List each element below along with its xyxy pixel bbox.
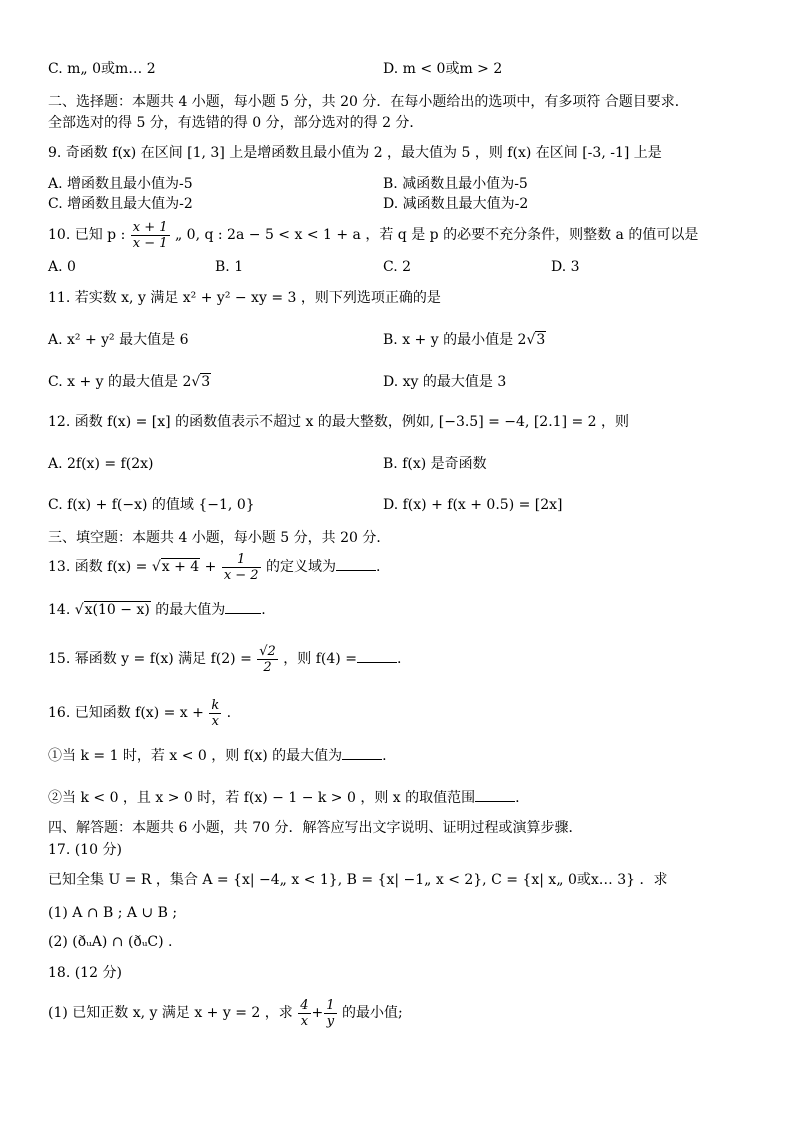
q17-part-2: (2) (ðᵤA) ∩ (ðᵤC) . <box>48 934 173 950</box>
q10-denominator: x − 1 <box>132 235 168 251</box>
q15-denominator: 2 <box>263 659 272 675</box>
q16-fraction <box>209 698 221 729</box>
q11-option-b: B. x + y 的最小值是 2√3 <box>383 332 546 348</box>
q17-part-1: (1) A ∩ B ; A ∪ B ; <box>48 905 178 921</box>
q14-suffix: 的最大值为 <box>155 602 226 618</box>
q12-option-d: D. f(x) + f(x + 0.5) = [2x] <box>383 497 563 513</box>
q11-option-d: D. xy 的最大值是 3 <box>383 374 507 390</box>
question-15: 15. 幂函数 y = f(x) 满足 f(2) = $\frac{√2}{2}$ ，则 f(4) = . <box>48 643 402 675</box>
q15-prefix: 15. 幂函数 y = f(x) 满足 f(2) = <box>48 651 252 667</box>
q10-option-c: C. 2 <box>383 259 412 275</box>
q15-answer-blank <box>357 648 397 663</box>
q10-option-b: B. 1 <box>215 259 244 275</box>
q18-denominator-1: x <box>300 1013 309 1029</box>
q10-numerator: x + 1 <box>132 219 168 235</box>
q16-part-1-blank <box>342 745 382 760</box>
question-16 <box>48 693 231 733</box>
q10-option-a: A. 0 <box>48 259 76 275</box>
question-18-score: 18. (12 分) <box>48 965 122 981</box>
q16-part-2: ②当 k < 0 ，且 x > 0 时，若 f(x) − 1 − k > 0 ，则 x 的取值范围 . <box>48 787 520 808</box>
q18-fraction-2 <box>324 998 336 1029</box>
q12-option-b: B. f(x) 是奇函数 <box>383 456 487 472</box>
question-10 <box>48 219 698 251</box>
q18-denominator-2: y <box>326 1013 335 1029</box>
q10-fraction <box>131 220 170 251</box>
section-2-header: 二、选择题：本题共 4 小题，每小题 5 分，共 20 分．在每小题给出的选项中，有多项符 合题目要求． <box>48 94 689 110</box>
q14-prefix: 14. <box>48 602 71 618</box>
question-9: 9. 奇函数 f(x) 在区间 [1, 3] 上是增函数且最小值为 2 ，最大值为 5 ，则 f(x) 在区间 [-3, -1] 上是 <box>48 145 662 161</box>
q13-suffix: 的定义域为 <box>266 559 337 575</box>
q9-option-c: C. 增函数且最大值为-2 <box>48 196 193 212</box>
q14-answer-blank <box>225 599 261 614</box>
q13-radicand: x + 4 <box>161 559 200 575</box>
option-c-prev: C. m„ 0或m… 2 <box>48 61 156 77</box>
q18-fraction-1 <box>298 998 310 1029</box>
question-14: 14. √x(10 − x) 的最大值为 . <box>48 599 266 620</box>
q18-numerator-1: 4 <box>300 997 309 1013</box>
q16-part-1: ①当 k = 1 时，若 x < 0 ，则 f(x) 的最大值为 . <box>48 745 387 766</box>
q16-suffix: . <box>226 705 232 721</box>
question-12: 12. 函数 f(x) = [x] 的函数值表示不超过 x 的最大整数，例如, [−3.5] = −4, [2.1] = 2 ，则 <box>48 414 630 430</box>
q11c-text: C. x + y 的最大值是 2 <box>48 374 192 390</box>
section-4-header: 四、解答题：本题共 6 小题，共 70 分．解答应写出文字说明、证明过程或演算步骤． <box>48 820 583 836</box>
q15-suffix: ，则 f(4) = <box>283 651 357 667</box>
q13-numerator: 1 <box>222 552 261 568</box>
q13-denominator: x − 2 <box>223 567 259 583</box>
q14-radicand: x(10 − x) <box>84 602 150 618</box>
q9-option-b: B. 减函数且最小值为-5 <box>383 176 528 192</box>
q11-option-c: C. x + y 的最大值是 2√3 <box>48 374 211 390</box>
option-d-prev: D. m < 0或m > 2 <box>383 61 503 77</box>
q18-suffix: 的最小值; <box>341 1005 403 1021</box>
q12-option-c: C. f(x) + f(−x) 的值域 {−1, 0} <box>48 497 255 513</box>
question-17: 已知全集 U = R ，集合 A = {x| −4„ x < 1}, B = {x| −1„ x < 2}, C = {x| x„ 0或x… 3} ．求 <box>48 872 668 888</box>
q18-numerator-2: 1 <box>326 997 335 1013</box>
q13-prefix: 13. 函数 f(x) = <box>48 559 148 575</box>
q15-fraction <box>257 644 278 675</box>
q16-prefix: 16. 已知函数 f(x) = x + <box>48 705 204 721</box>
question-17-score: 17. (10 分) <box>48 842 122 858</box>
question-13: 13. 函数 f(x) = √x + 4 + $\frac{1}{x - 2}$ 的定义域为 . <box>48 551 381 583</box>
q16-part-1-text: ①当 k = 1 时，若 x < 0 ，则 f(x) 的最大值为 <box>48 748 343 764</box>
q9-option-d: D. 减函数且最大值为-2 <box>383 196 529 212</box>
q16-numerator: k <box>211 697 220 713</box>
q10-prefix: 10. 已知 p : <box>48 227 126 243</box>
q16-denominator: x <box>211 713 219 729</box>
q10-option-d: D. 3 <box>551 259 580 275</box>
question-11: 11. 若实数 x, y 满足 x² + y² − xy = 3 ，则下列选项正确的是 <box>48 290 441 306</box>
q18-plus: + <box>311 1005 324 1021</box>
q13-plus: + <box>204 559 217 575</box>
q12-option-a: A. 2f(x) = f(2x) <box>48 456 154 472</box>
q16-part-2-blank <box>475 787 515 802</box>
section-3-header: 三、填空题：本题共 4 小题，每小题 5 分，共 20 分． <box>48 530 391 546</box>
q9-option-a: A. 增函数且最小值为-5 <box>48 176 193 192</box>
q13-fraction <box>222 552 261 583</box>
q13-answer-blank <box>336 556 376 571</box>
q15-numerator: √2 <box>259 643 276 659</box>
q18-prefix: (1) 已知正数 x, y 满足 x + y = 2 ，求 <box>48 1005 293 1021</box>
q18-part-1 <box>48 993 403 1033</box>
q11b-text: B. x + y 的最小值是 2 <box>383 332 527 348</box>
q11-option-a: A. x² + y² 最大值是 6 <box>48 332 189 348</box>
q16-part-2-text: ②当 k < 0 ，且 x > 0 时，若 f(x) − 1 − k > 0 ，则 x 的取值范围 <box>48 790 476 806</box>
q11b-radicand: 3 <box>536 332 546 348</box>
q11c-radicand: 3 <box>201 374 211 390</box>
q10-suffix: „ 0, q : 2a − 5 < x < 1 + a ，若 q 是 p 的必要不充分条件，则整数 a 的值可以是 <box>174 227 699 243</box>
section-2-rule: 全部选对的得 5 分，有选错的得 0 分，部分选对的得 2 分． <box>48 115 424 131</box>
